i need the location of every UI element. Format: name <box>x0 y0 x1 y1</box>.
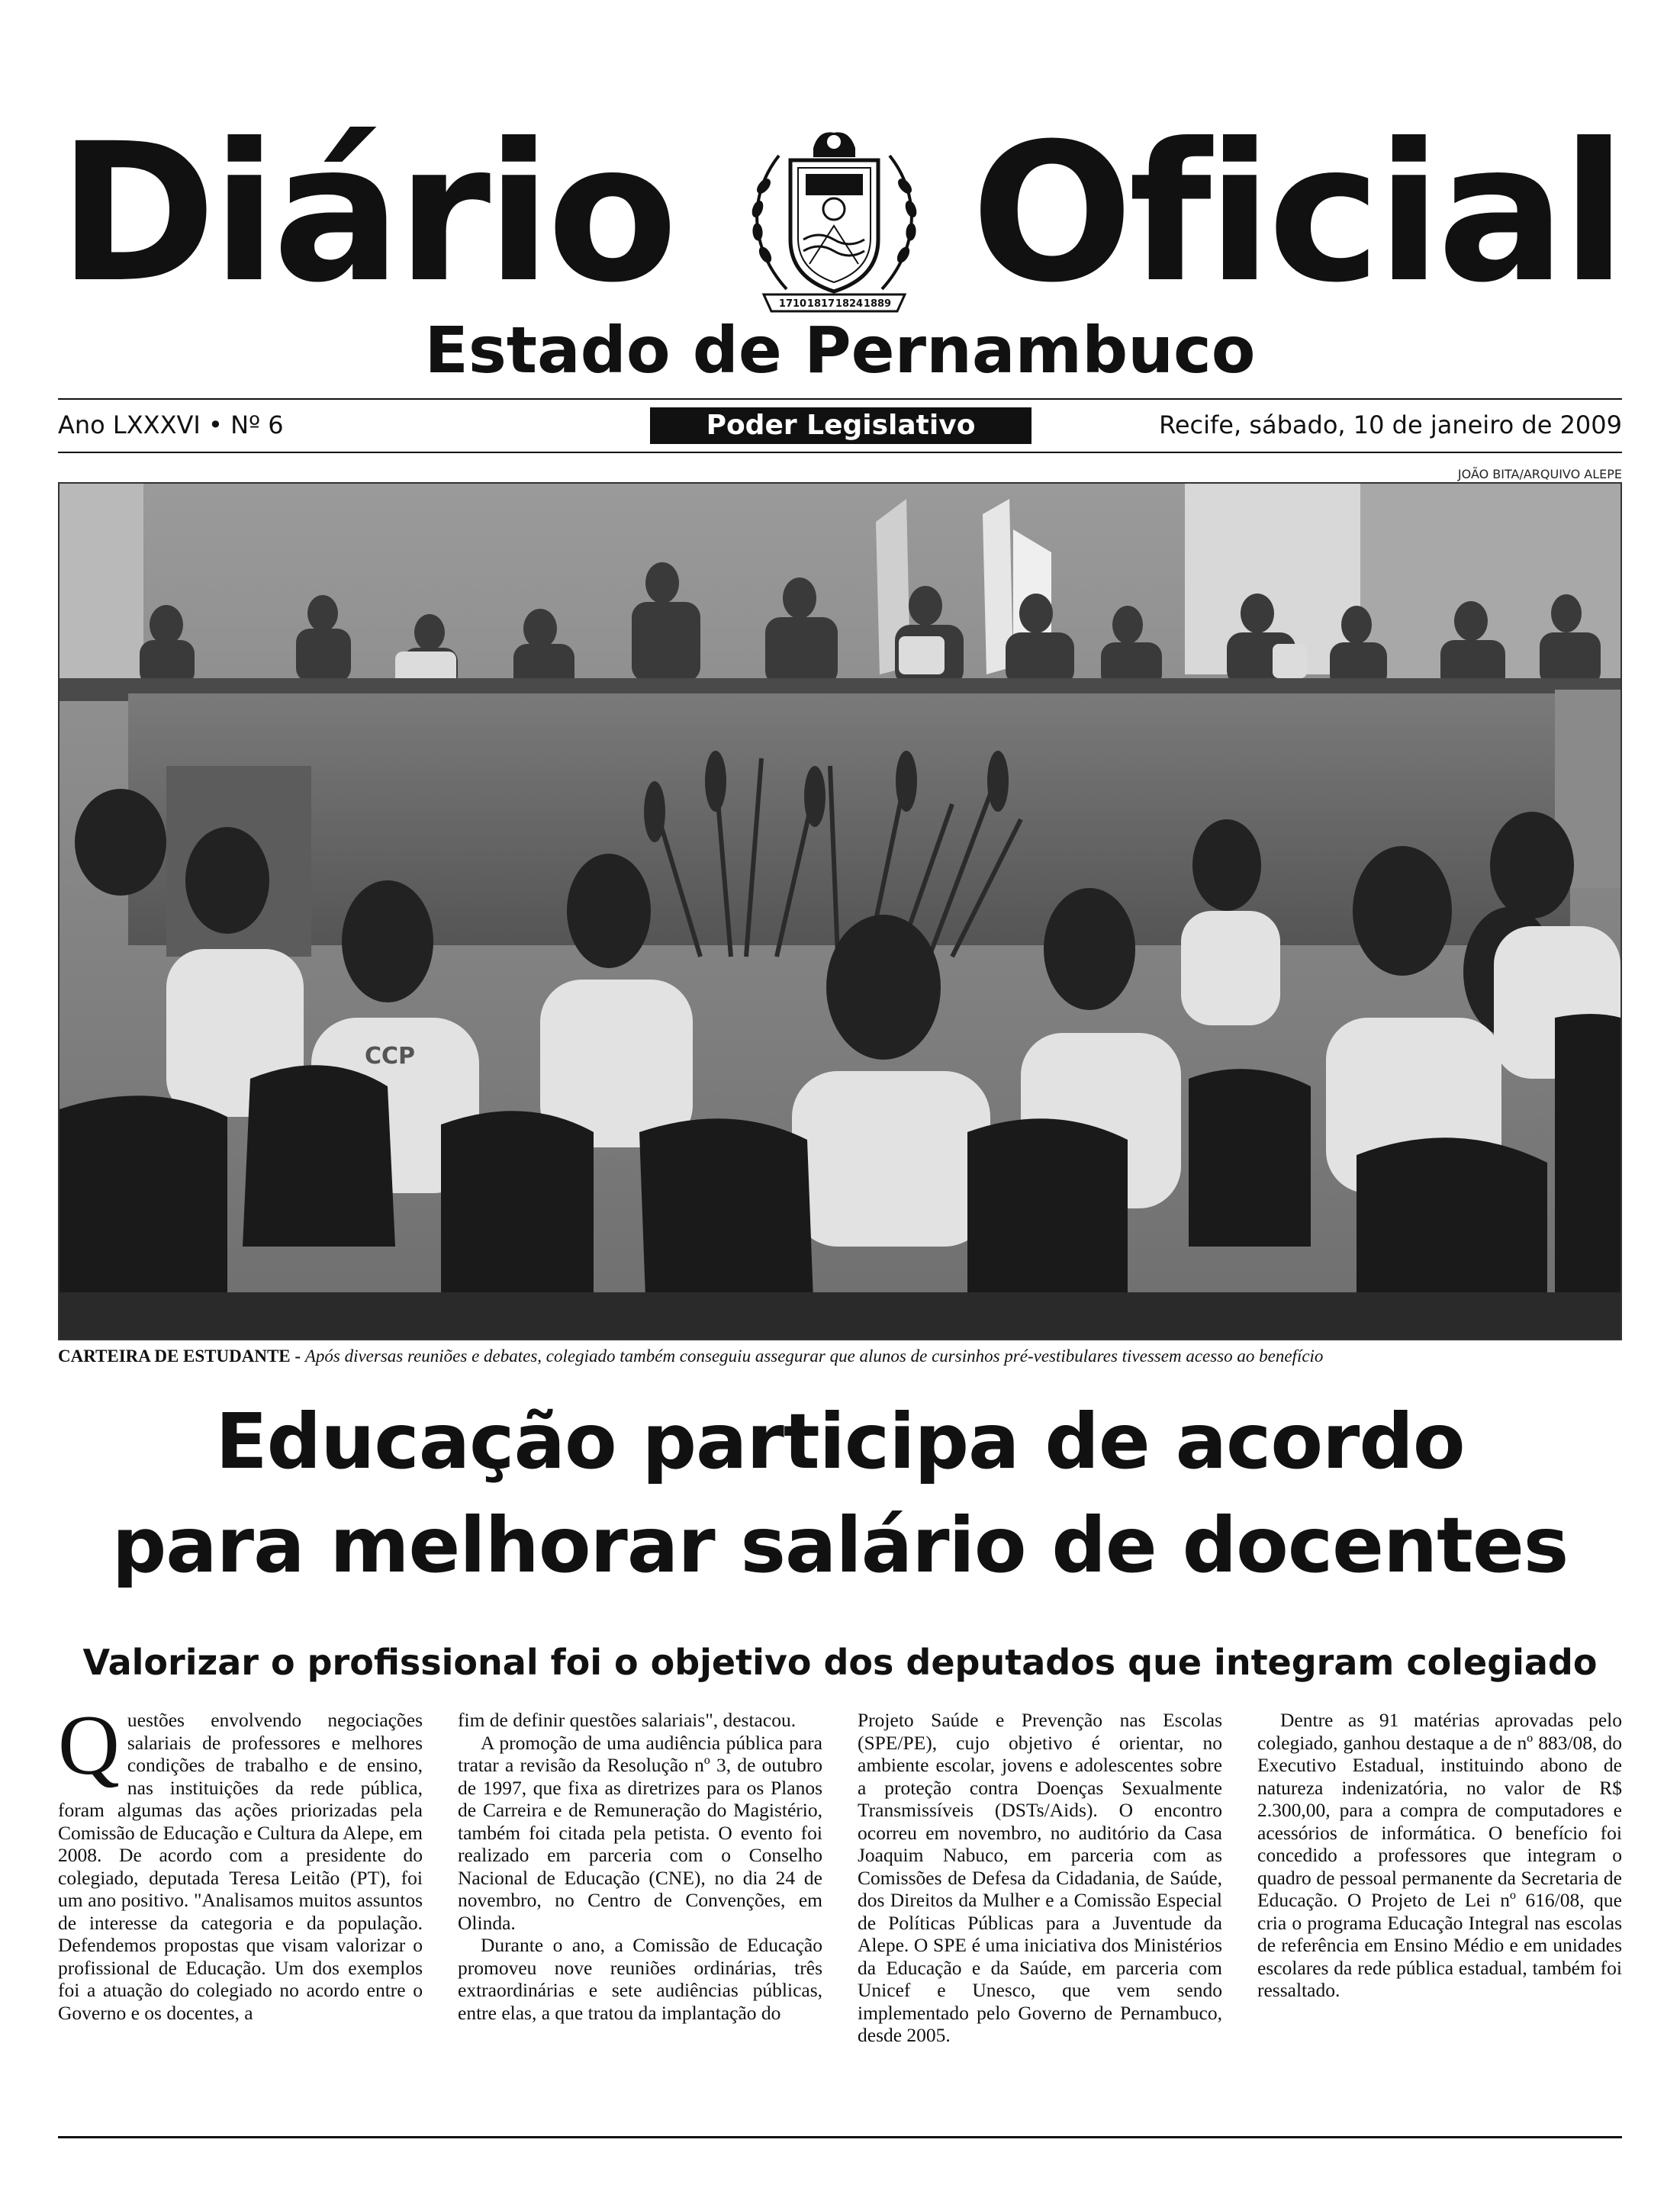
paragraph: uestões envolvendo negociações salariais de professores e melhores condições de trabalho e de ensino, nas instituições da rede pública, foram algumas das ações priorizadas pela Comissão de Educação e Cultura da Alepe, em 2008. De acordo com a presidente do colegiado, deputada Teresa Leitão (PT), foi um ano positivo. "Analisamos muitos assuntos de interesse da categoria e da população. Defendemos propostas que visam valorizar o profissional de Educação. Um dos exemplos foi a atuação do colegiado no acordo entre o Governo e os docentes, a <box>58 1709 423 2024</box>
crest-year-1: 1710 <box>778 298 807 310</box>
column-2 <box>458 1709 822 2024</box>
headline-line-2: para melhorar salário de docentes <box>111 1501 1569 1590</box>
photo-caption <box>58 1346 1622 1366</box>
article-subheadline: Valorizar o profissional foi o objetivo dos deputados que integram colegiado <box>82 1642 1598 1683</box>
crest-year-3: 1824 <box>835 298 864 310</box>
paragraph: fim de definir questões salariais", destacou. <box>458 1709 797 1731</box>
coat-of-arms-icon <box>733 125 935 316</box>
issue-date: Recife, sábado, 10 de janeiro de 2009 <box>1159 410 1622 439</box>
auditorium-photo-illustration <box>60 484 1620 1339</box>
article-photo <box>58 482 1622 1340</box>
divider-top <box>58 398 1622 400</box>
column-1 <box>58 1698 423 2024</box>
headline-line-1: Educação participa de acordo <box>215 1397 1465 1486</box>
caption-title: CARTEIRA DE ESTUDANTE - <box>58 1346 301 1366</box>
paragraph: Dentre as 91 matérias aprovadas pelo colegiado, ganhou destaque a de nº 883/08, do Executivo Estadual, instituindo abono de natureza indenizatória, no valor de R$ 2.300,00, para a compra de computadores e acessórios de informática. O benefício foi concedido a professores que integram o quadro de pessoal permanente da Secretaria de Educação. O Projeto de Lei nº 616/08, que cria o programa Educação Integral nas escolas de referência em Ensino Médio e em unidades escolares da rede pública estadual, também foi ressaltado. <box>1257 1709 1622 2001</box>
masthead-title-left: Diário <box>58 102 674 324</box>
divider-footer <box>58 2136 1622 2138</box>
shirt-logo-text: CCP <box>365 1043 416 1070</box>
column-3 <box>858 1709 1222 2047</box>
paragraph: Durante o ano, a Comissão de Educação promoveu nove reuniões ordinárias, três extraordinárias e sete audiências públicas, entre elas, a que tratou da implantação do <box>458 1934 822 2024</box>
paragraph: Projeto Saúde e Prevenção nas Escolas (SPE/PE), cujo objetivo é orientar, no ambiente escolar, jovens e adolescentes sobre a proteção contra Doenças Sexualmente Transmissíveis (DSTs/Aids). O encontro ocorreu em novembro, no auditório da Casa Joaquim Nabuco, em parceria com as Comissões de Defesa da Cidadania, de Saúde, dos Direitos da Mulher e a Comissão Especial de Políticas Públicas para a Juventude da Alepe. O SPE é uma iniciativa dos Ministérios da Educação e da Saúde, em parceria com Unicef e Unesco, que vem sendo implementado pelo Governo de Pernambuco, desde 2005. <box>858 1709 1222 2046</box>
article-headline <box>31 1390 1649 1597</box>
divider-bottom <box>58 452 1622 453</box>
photo-credit: JOÃO BITA/ARQUIVO ALEPE <box>1457 467 1622 481</box>
paragraph: A promoção de uma audiência pública para tratar a revisão da Resolução nº 3, de outubro de 1997, que fixa as diretrizes para os Planos de Carreira e de Remuneração do Magistério, também foi citada pela petista. O evento foi realizado em parceria com o Conselho Nacional de Educação (CNE), no dia 24 de novembro, no Centro de Convenções, em Olinda. <box>458 1731 822 1934</box>
issue-bar <box>58 404 1622 447</box>
masthead-subtitle: Estado de Pernambuco <box>424 313 1256 388</box>
masthead-title-right: Oficial <box>970 102 1622 324</box>
drop-cap: Q <box>58 1698 120 1793</box>
issue-number: Ano LXXXVI • Nº 6 <box>58 410 284 439</box>
section-badge: Poder Legislativo <box>650 407 1031 444</box>
masthead <box>58 102 1622 324</box>
caption-text: Após diversas reuniões e debates, colegiado também conseguiu assegurar que alunos de cursinhos pré-vestibulares tivessem acesso ao benefício <box>304 1346 1324 1366</box>
article-body <box>58 1698 1622 2136</box>
crest-year-2: 1817 <box>806 298 835 310</box>
crest-year-4: 1889 <box>863 298 892 310</box>
column-4 <box>1257 1709 1622 2002</box>
